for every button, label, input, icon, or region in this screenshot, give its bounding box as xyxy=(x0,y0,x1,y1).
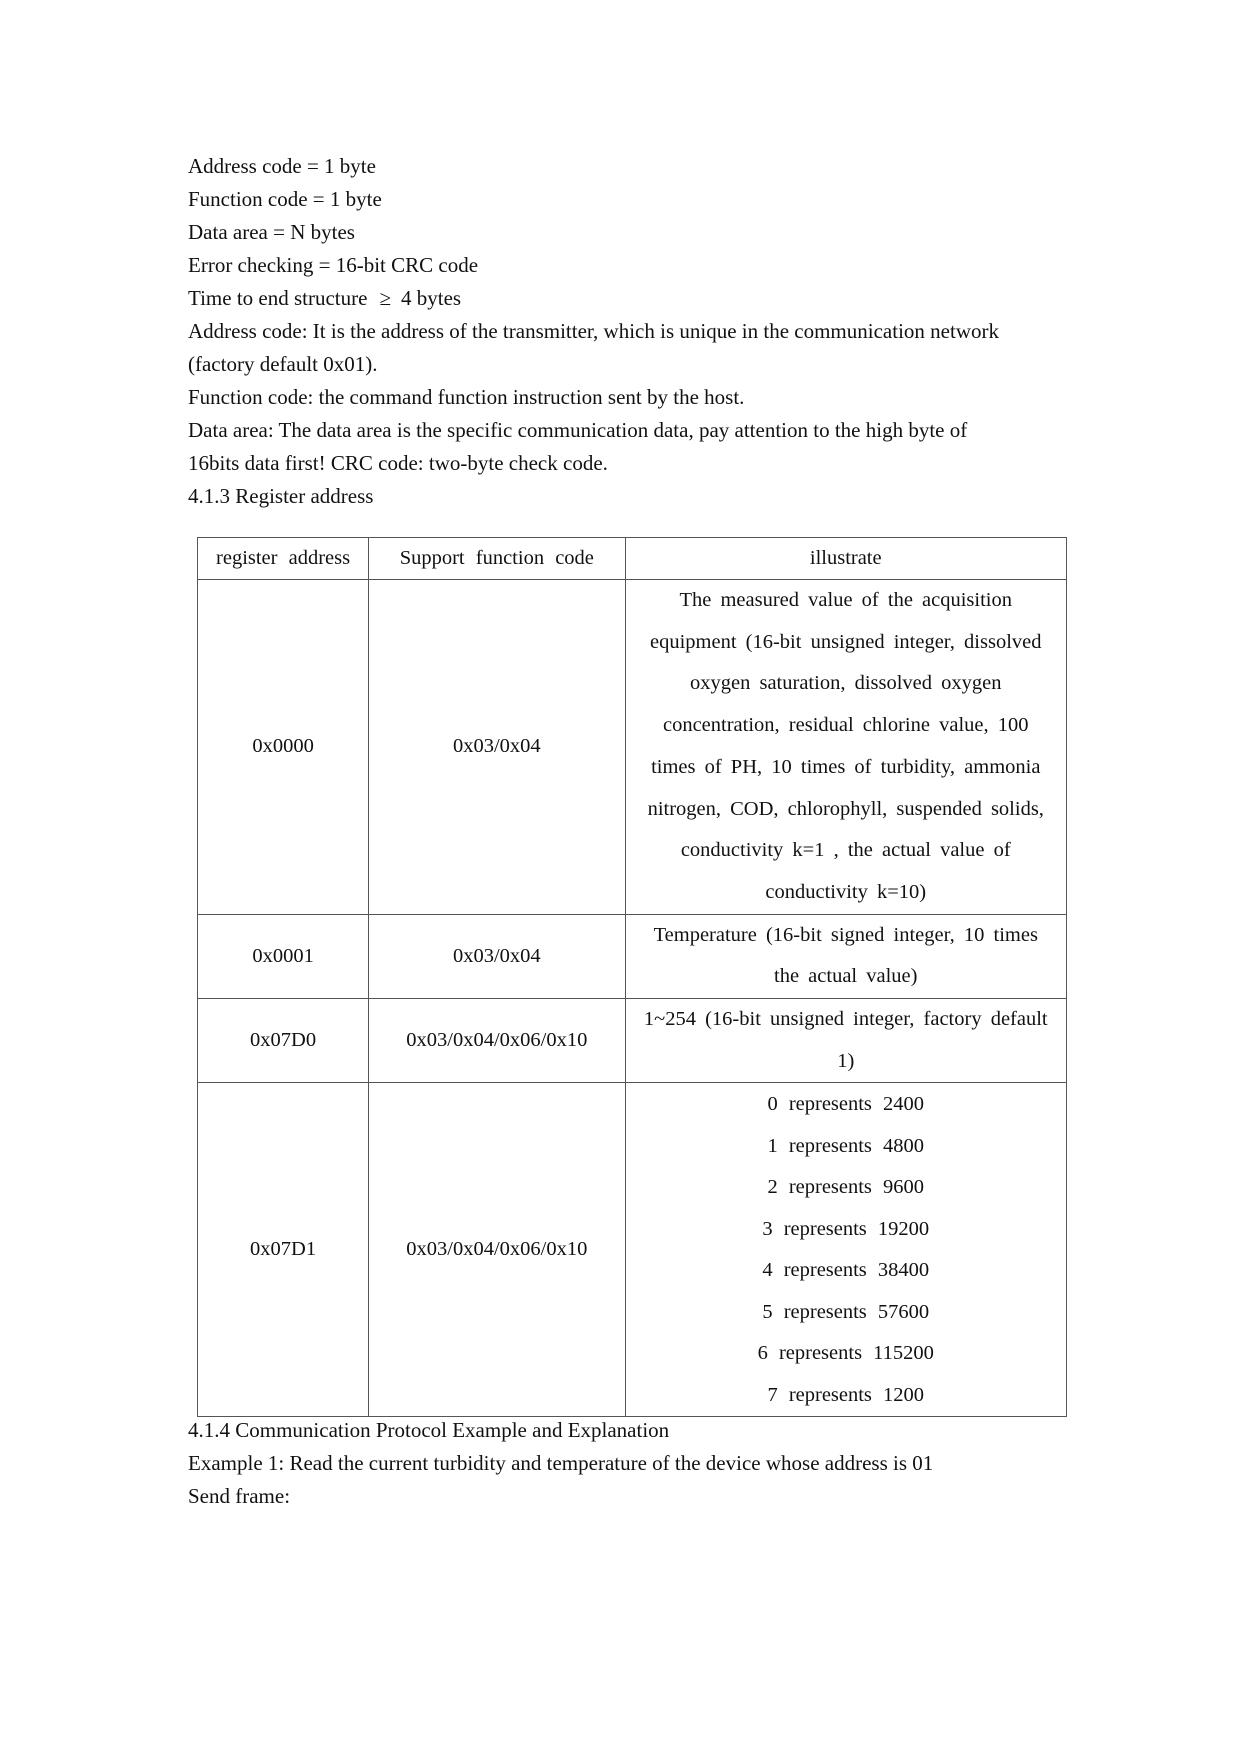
error-checking-size: Error checking = 16-bit CRC code xyxy=(188,253,479,277)
table-row xyxy=(198,914,1067,998)
greater-equal-symbol: ≥ xyxy=(379,286,391,310)
baud-rate-option: 1 represents 4800 xyxy=(767,1134,925,1157)
header-illustrate: illustrate xyxy=(625,538,1067,580)
register-address-table xyxy=(197,537,1067,1417)
function-code-cell: 0x03/0x04 xyxy=(369,580,625,915)
baud-rate-option: 2 represents 9600 xyxy=(767,1176,925,1199)
baud-rate-cell xyxy=(625,1083,1067,1417)
send-frame-label: Send frame: xyxy=(188,1484,291,1508)
description-cell: The measured value of the acquisition equipment (16-bit unsigned integer, dissolved oxygen saturation, dissolved oxygen concentration, residual chlorine value, 100 times of PH, 10 times of turbidity, ammonia nitrogen, COD, chlorophyll, suspended solids, conductivity k=1 , the actual value of conductivity k=10) xyxy=(625,580,1067,915)
function-code-cell: 0x03/0x04/0x06/0x10 xyxy=(369,999,625,1083)
function-code-size: Function code = 1 byte xyxy=(188,187,382,211)
address-code-size: Address code = 1 byte xyxy=(188,154,376,178)
crc-explanation: 16bits data first! CRC code: two-byte check code. xyxy=(188,451,608,475)
data-area-explanation: Data area: The data area is the specific communication data, pay attention to the high byte of xyxy=(188,418,968,442)
baud-rate-option: 6 represents 115200 xyxy=(757,1342,934,1365)
register-address-cell: 0x0000 xyxy=(198,580,369,915)
example-1-description: Example 1: Read the current turbidity and temperature of the device whose address is 01 xyxy=(188,1451,934,1475)
baud-rate-option: 0 represents 2400 xyxy=(767,1093,925,1116)
header-function-code: Support function code xyxy=(369,538,625,580)
table-header-row xyxy=(198,538,1067,580)
data-area-size: Data area = N bytes xyxy=(188,220,355,244)
table-row xyxy=(198,1083,1067,1417)
baud-rate-option: 7 represents 1200 xyxy=(767,1383,925,1406)
address-code-explanation: Address code: It is the address of the transmitter, which is unique in the communication network xyxy=(188,319,999,343)
table-row xyxy=(198,580,1067,915)
function-code-cell: 0x03/0x04 xyxy=(369,914,625,998)
protocol-example-heading: 4.1.4 Communication Protocol Example and Explanation xyxy=(188,1418,670,1442)
register-address-heading: 4.1.3 Register address xyxy=(188,484,374,508)
time-to-end-line xyxy=(188,282,1068,315)
function-code-explanation: Function code: the command function instruction sent by the host. xyxy=(188,385,745,409)
baud-rate-option: 5 represents 57600 xyxy=(762,1300,930,1323)
register-address-cell: 0x07D1 xyxy=(198,1083,369,1417)
time-to-end-suffix: 4 bytes xyxy=(401,286,462,310)
register-address-cell: 0x0001 xyxy=(198,914,369,998)
baud-rate-option: 4 represents 38400 xyxy=(762,1259,930,1282)
description-cell: Temperature (16-bit signed integer, 10 times the actual value) xyxy=(625,914,1067,998)
intro-section xyxy=(188,150,1068,513)
header-register-address: register address xyxy=(198,538,369,580)
baud-rate-option: 3 represents 19200 xyxy=(762,1217,930,1240)
register-address-cell: 0x07D0 xyxy=(198,999,369,1083)
table-row xyxy=(198,999,1067,1083)
address-code-default: (factory default 0x01). xyxy=(188,352,378,376)
protocol-example-section xyxy=(188,1414,1068,1513)
function-code-cell: 0x03/0x04/0x06/0x10 xyxy=(369,1083,625,1417)
baud-rate-list xyxy=(626,1083,1067,1416)
time-to-end-prefix: Time to end structure xyxy=(188,286,368,310)
description-cell: 1~254 (16-bit unsigned integer, factory default 1) xyxy=(625,999,1067,1083)
